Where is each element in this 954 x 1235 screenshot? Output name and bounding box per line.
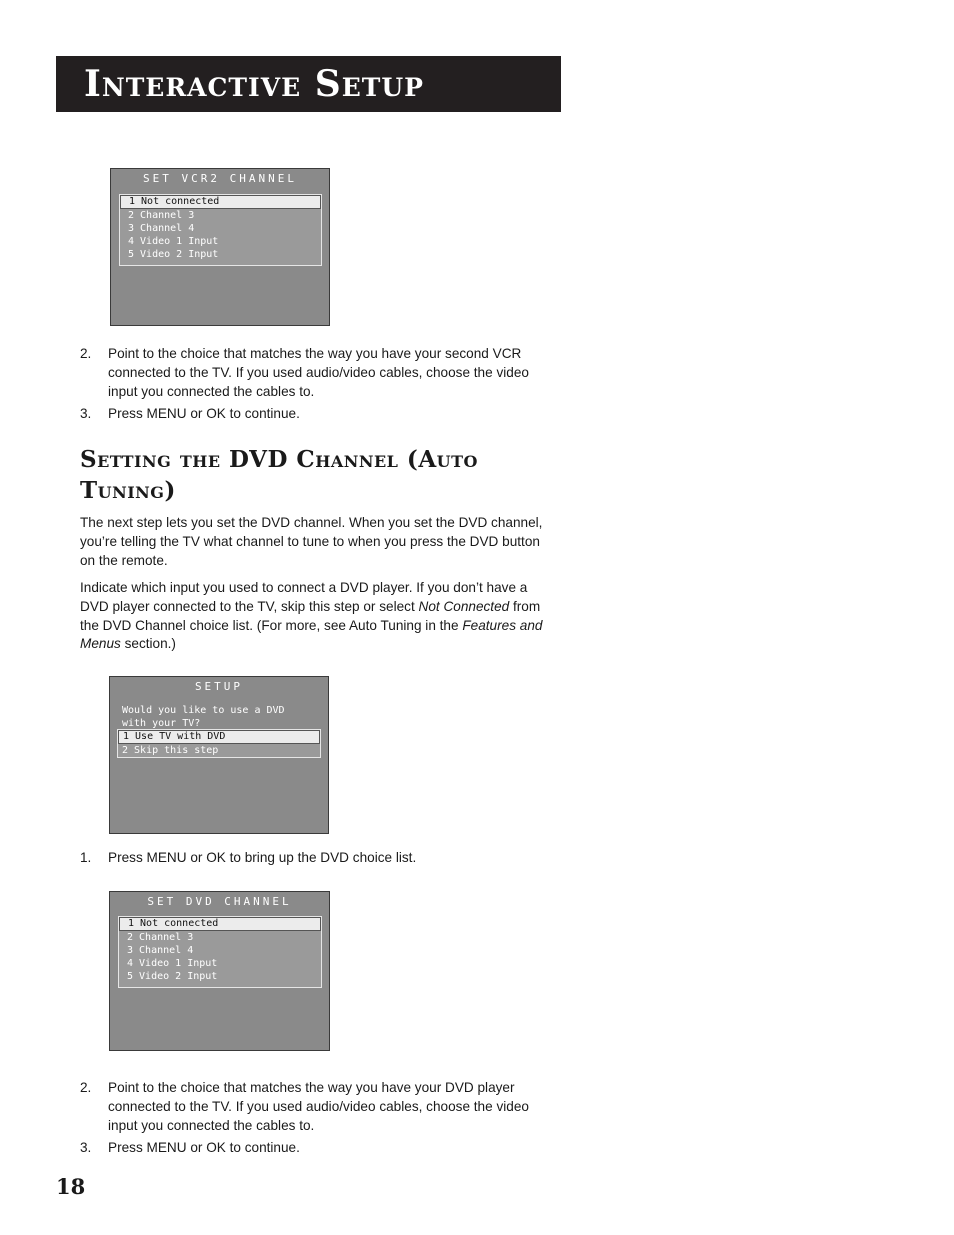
page-number: 18 — [56, 1174, 86, 1199]
list-item: 2 Channel 3 — [127, 932, 194, 943]
list-item: 3 Channel 4 — [128, 223, 195, 234]
paragraph-text: from the DVD Channel choice list. (For more, see Auto Tuning in the — [80, 598, 541, 633]
step-item — [80, 405, 558, 425]
list-item: 3 Channel 4 — [127, 945, 194, 956]
setup-screen — [109, 676, 329, 834]
screen-title: SET VCR2 CHANNEL — [143, 172, 297, 185]
section-heading: Setting the DVD Channel (Auto Tuning) — [80, 446, 478, 504]
choice-list — [118, 916, 322, 988]
step-number: 3. — [80, 1140, 92, 1155]
step-item — [80, 849, 558, 869]
step-number: 3. — [80, 406, 92, 421]
step-number: 2. — [80, 346, 92, 361]
instruction-paragraph — [80, 579, 555, 654]
banner-title: Interactive Setup — [84, 63, 424, 105]
screen-title: SET DVD CHANNEL — [147, 895, 292, 908]
emphasis-text: Not Connected — [418, 598, 510, 614]
step-text: Point to the choice that matches the way you have your DVD player connected to the TV. If you used audio/video cables, choose the video input you connected the cables to. — [108, 1080, 529, 1133]
step-text: Press MENU or OK to bring up the DVD choice list. — [108, 850, 417, 865]
setup-question: Would you like to use a DVD with your TV? — [122, 705, 285, 729]
choice-list — [119, 194, 322, 266]
list-item: 5 Video 2 Input — [127, 971, 218, 982]
step-text: Press MENU or OK to continue. — [108, 1140, 300, 1155]
step-item — [80, 1079, 558, 1137]
choice-list — [117, 729, 321, 758]
paragraph-text: section.) — [120, 636, 176, 652]
step-item — [80, 1139, 558, 1159]
list-item: 2 Channel 3 — [128, 210, 195, 221]
step-text: Press MENU or OK to continue. — [108, 406, 300, 421]
step-number: 2. — [80, 1080, 92, 1095]
list-item: 1 Not connected — [119, 917, 321, 931]
vcr2-channel-screen — [110, 168, 330, 326]
step-item — [80, 345, 558, 403]
list-item: 4 Video 1 Input — [127, 958, 218, 969]
dvd-channel-screen — [109, 891, 330, 1051]
list-item: 2 Skip this step — [122, 745, 219, 756]
step-number: 1. — [80, 850, 92, 865]
emphasis-text: Features and Menus — [80, 617, 543, 652]
list-item: 4 Video 1 Input — [128, 236, 219, 247]
list-item: 1 Not connected — [120, 195, 321, 209]
step-text: Point to the choice that matches the way you have your second VCR connected to the TV. If you used audio/video cables, choose the video input you connected the cables to. — [108, 346, 529, 399]
list-item: 1 Use TV with DVD — [118, 730, 320, 744]
screen-title: SETUP — [194, 680, 244, 693]
list-item: 5 Video 2 Input — [128, 249, 219, 260]
section-banner — [56, 56, 561, 112]
intro-paragraph: The next step lets you set the DVD channel. When you set the DVD channel, you’re telling the TV what channel to tune to when you press the DVD button on the remote. — [80, 515, 543, 568]
paragraph-text: Indicate which input you used to connect a DVD player. If you don’t have a DVD player connected to the TV, skip this step or select — [80, 580, 528, 614]
